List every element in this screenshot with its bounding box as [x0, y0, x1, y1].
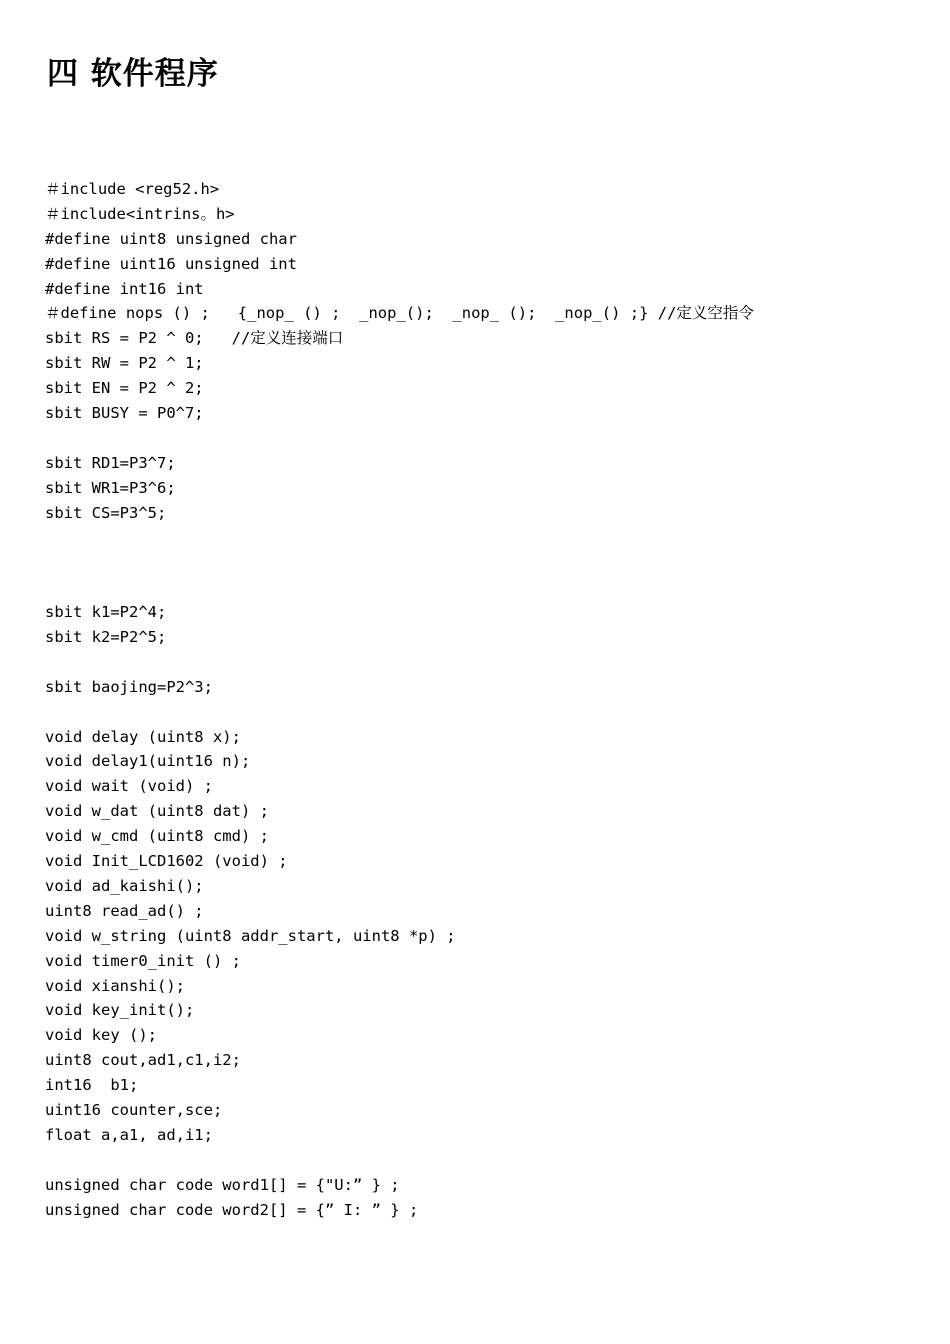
code-line: sbit RD1=P3^7;	[45, 453, 176, 472]
code-line: void w_dat (uint8 dat) ;	[45, 802, 269, 821]
code-line: #define uint16 unsigned int	[45, 254, 297, 273]
code-line	[45, 575, 925, 600]
code-line: sbit RW = P2 ^ 1;	[45, 354, 204, 373]
code-line: float a,a1, ad,i1;	[45, 1125, 213, 1144]
code-line	[45, 1148, 925, 1173]
code-line: ＃include<intrins。h>	[45, 204, 235, 223]
code-line: sbit CS=P3^5;	[45, 503, 167, 522]
code-line: void key_init();	[45, 1001, 195, 1020]
code-line: unsigned char code word2[] = {” I: ” } ;	[45, 1200, 419, 1219]
code-line: sbit baojing=P2^3;	[45, 677, 213, 696]
code-line: ＃include <reg52.h>	[45, 180, 220, 198]
code-line	[45, 650, 925, 675]
code-line: #define uint8 unsigned char	[45, 229, 297, 248]
code-line: uint16 counter,sce;	[45, 1100, 223, 1119]
code-line: sbit RS = P2 ^ 0; //定义连接端口	[45, 329, 344, 348]
code-listing	[45, 177, 925, 1222]
code-line: ＃define nops () ; {_nop_ () ; _nop_(); _nop_ (); _nop_() ;} //定义空指令	[45, 304, 754, 323]
code-line: unsigned char code word1[] = {"U:” } ;	[45, 1175, 400, 1194]
code-line: sbit k2=P2^5;	[45, 628, 167, 647]
code-line: void w_cmd (uint8 cmd) ;	[45, 827, 269, 846]
code-line: void xianshi();	[45, 976, 185, 995]
code-line: int16 b1;	[45, 1076, 139, 1095]
code-line	[45, 525, 925, 550]
code-line: void wait (void) ;	[45, 777, 213, 796]
code-line	[45, 700, 925, 725]
code-line: #define int16 int	[45, 279, 204, 298]
code-line: void timer0_init () ;	[45, 951, 241, 970]
section-heading: 四 软件程序	[47, 56, 219, 92]
code-line: void Init_LCD1602 (void) ;	[45, 852, 288, 871]
code-line: sbit BUSY = P0^7;	[45, 404, 204, 423]
code-line: uint8 cout,ad1,c1,i2;	[45, 1051, 241, 1070]
code-line	[45, 426, 925, 451]
code-line: void w_string (uint8 addr_start, uint8 *p) ;	[45, 926, 456, 945]
code-line	[45, 550, 925, 575]
code-line: sbit EN = P2 ^ 2;	[45, 379, 204, 398]
code-line: void key ();	[45, 1026, 157, 1045]
code-line: void ad_kaishi();	[45, 876, 204, 895]
code-line: uint8 read_ad() ;	[45, 901, 204, 920]
code-line: sbit k1=P2^4;	[45, 603, 167, 622]
code-line: void delay (uint8 x);	[45, 727, 241, 746]
code-line: void delay1(uint16 n);	[45, 752, 251, 771]
code-line: sbit WR1=P3^6;	[45, 478, 176, 497]
